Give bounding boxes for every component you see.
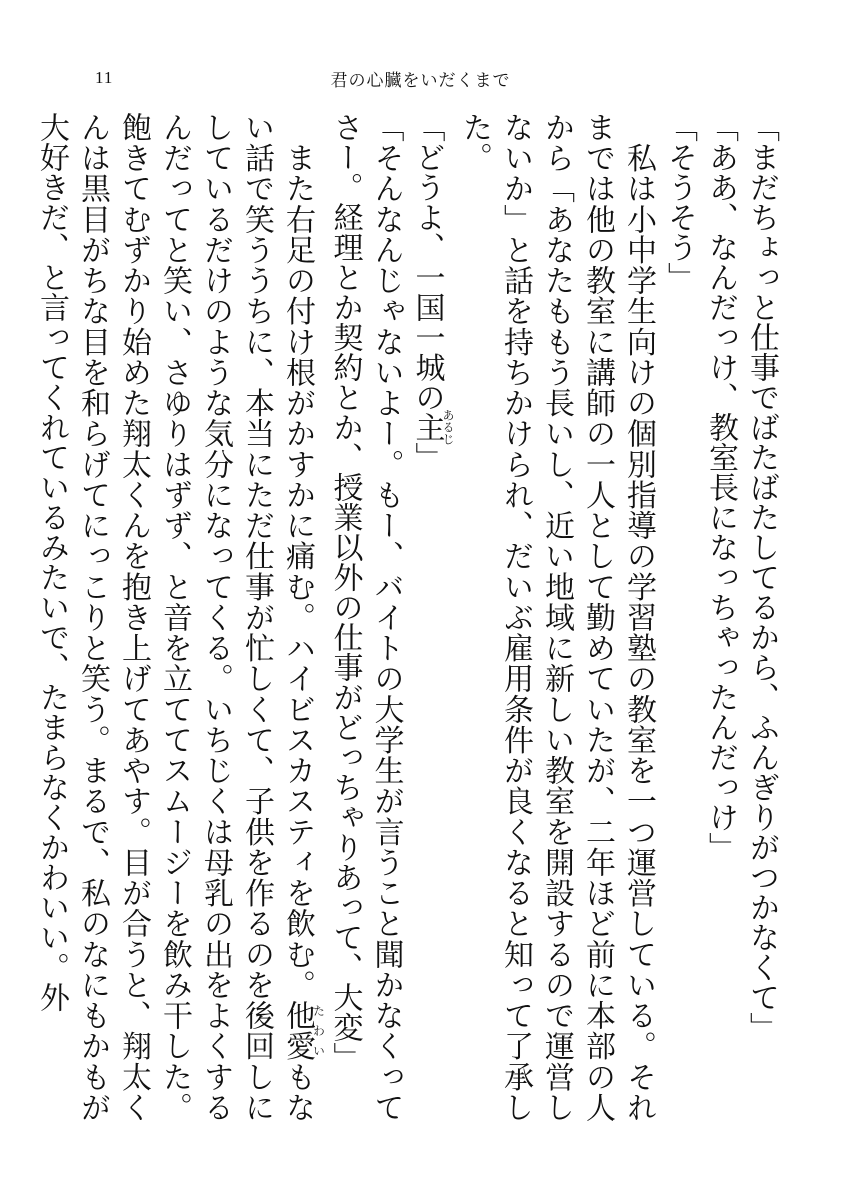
paragraph: 「そんなんじゃないよー。もー、バイトの大学生が言うこと聞かなくってさー。経理とか契約とか、授業以外の仕事がどっちゃりあって、大変」 — [327, 112, 404, 1122]
paragraph: 「ああ、なんだっけ、教室長になっちゃったんだっけ」 — [703, 112, 738, 862]
body-text — [34, 112, 782, 1122]
ruby-base: 主 — [409, 409, 445, 445]
paragraph — [31, 112, 325, 1122]
page-number: 11 — [95, 68, 114, 87]
paragraph-text: また右足の付け根がかすかに痛む。ハイビスカスティを飲む。 — [280, 112, 315, 1001]
ruby-word — [409, 409, 455, 445]
paragraph-text: 」 — [409, 442, 445, 472]
running-title: 君の心臓をいだくまで — [330, 71, 511, 91]
paragraph-text: もない話で笑ううちに、本当にただ仕事が忙しくて、子供を作るのを後回しにしているだけのような気分になってくる。いちじくは母乳の出をよくするんだってと笑い、さゆりはずず、と音を立ててスムージーを飲み干した。飽きてむずかり始めた翔太くんを抱き上げてあやす。目が合うと、翔太くんは黒目がちな目を和らげてにっこりと笑う。まるで、私のなにもかもが大好きだ、と言ってくれているみたいで、たまらなくかわいい。外 — [34, 112, 315, 1122]
paragraph — [407, 112, 455, 1122]
paragraph: 「そうそう」 — [662, 112, 697, 292]
ruby-reading: あるじ — [441, 409, 455, 445]
paragraph-text: 「どうよ、一国一城の — [409, 112, 445, 412]
ruby-word — [280, 1000, 326, 1062]
ruby-reading: たわい — [311, 1000, 326, 1061]
ruby-base: 他愛 — [280, 1000, 315, 1062]
paragraph: 私は小中学生向けの個別指導の学習塾の教室を一つ運営している。それまでは他の教室に講師の一人として勤めていたが、二年ほど前に本部の人から「あなたももう長いし、近い地域に新しい教室を開設するので運営しないか」と話を持ちかけられ、だいぶ雇用条件が良くなると知って了承した。 — [457, 112, 656, 1122]
paragraph: 「まだちょっと仕事でばたばたしてるから、ふんぎりがつかなくて」 — [744, 112, 779, 1042]
